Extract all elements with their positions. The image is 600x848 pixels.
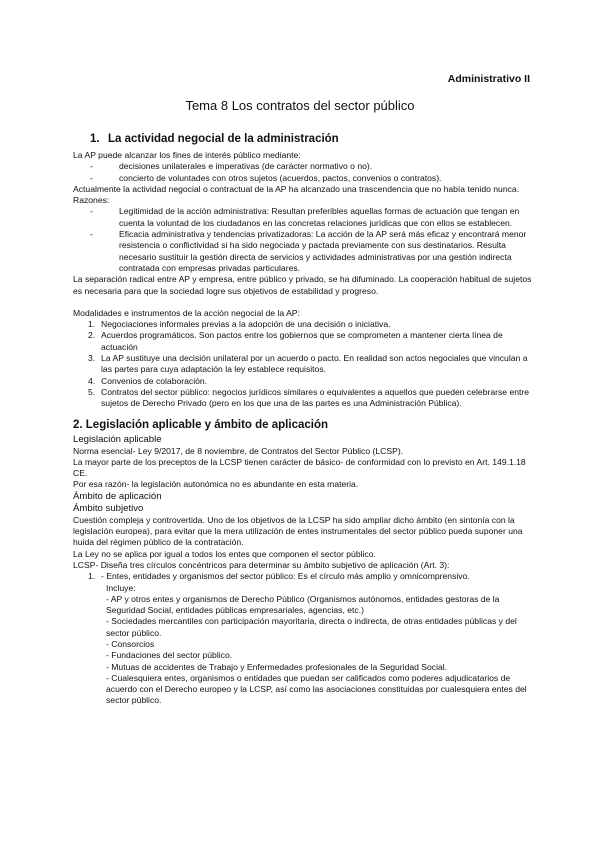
list-item: 3. La AP sustituye una decisión unilateral por un acuerdo o pacto. En realidad son actos negociales que vinculan a las partes para cuya adaptación la ley establece requisitos. (88, 353, 528, 375)
circle-line: Incluye: (106, 582, 136, 593)
list-item: 1. Negociaciones informales previas a la adopción de una decisión o iniciativa. (88, 319, 391, 330)
ambito-subheading: Ámbito de aplicación (73, 490, 162, 502)
modalities-list (73, 319, 535, 409)
list-item: - Legitimidad de la acción administrativa: Resultan preferibles aquellas formas de actuación que tengan en cuenta la voluntad de los ciudadanos en las concretas relaciones jurídicas que con ellos se establecen. (73, 206, 535, 229)
circle-line: - AP y otros entes y organismos de Derecho Público (Organismos autónomos, entidades gestoras de la Seguridad Social, entidades públicas empresariales, agencias, etc.) (106, 593, 500, 616)
section1-intro: La AP puede alcanzar los fines de interés público mediante: (73, 150, 301, 160)
document-body (73, 133, 535, 707)
circle-details (73, 583, 535, 707)
section1-heading (90, 133, 535, 146)
por-esa-paragraph: Por esa razón- la legislación autonómica no es abundante en esta materia. (73, 479, 359, 490)
legislation-subheading: Legislación aplicable (73, 433, 162, 445)
reasons-list (73, 206, 535, 274)
list-item: - decisiones unilaterales e imperativas (de carácter normativo o no). (73, 161, 535, 172)
modalities-intro: Modalidades e instrumentos de la acción negocial de la AP: (73, 307, 300, 318)
circles-list (73, 571, 535, 582)
circle-line: - Consorcios (106, 638, 155, 649)
section1-number: 1. (90, 133, 100, 145)
document-title: Tema 8 Los contratos del sector público (185, 98, 415, 113)
section2-heading: 2. Legislación aplicable y ámbito de aplicación (73, 418, 328, 431)
list-item: 4. Convenios de colaboración. (88, 375, 208, 386)
lcsp-paragraph: LCSP- Diseña tres círculos concéntricos para determinar su ámbito subjetivo de aplicación (Art. 3): (73, 559, 450, 570)
cuestion-paragraph: Cuestión compleja y controvertida. Uno de los objetivos de la LCSP ha sido ampliar dicho ámbito (en sintonía con la legislación europea), para evitar que la mera utilización de entes instrumentales del sector público pueda suponer una huida del régimen público de la contratación. (73, 514, 523, 548)
circle-line: - Sociedades mercantiles con participación mayoritaria, directa o indirecta, de otras entidades públicas y del sector público. (106, 616, 517, 638)
list-item: - Eficacia administrativa y tendencias privatizadoras: La acción de la AP será más eficaz y encontrará menor resistencia o conflictividad si ha sido negociada y pactada previamente con sus destinatarios. Resulta necesario sustituir la gestión directa de servicios y actividades administrativas por una gestión indirecta contratada con empresas privadas particulares. (73, 229, 535, 274)
mayor-parte-paragraph: La mayor parte de los preceptos de la LCSP tienen carácter de básico- de conformidad con lo previsto en Art. 149.1.18 CE. (73, 456, 526, 479)
la-ley-paragraph: La Ley no se aplica por igual a todos los entes que componen el sector público. (73, 548, 376, 559)
circle-line: - Fundaciones del sector público. (106, 650, 233, 661)
means-list (73, 161, 535, 184)
list-item: 1. - Entes, entidades y organismos del sector público: Es el círculo más amplio y omnicomprensivo. (88, 571, 470, 582)
circle-line: - Mutuas de accidentes de Trabajo y Enfermedades profesionales de la Seguridad Social. (106, 661, 448, 672)
list-item: 5. Contratos del sector público: negocios jurídicos similares o equivalentes a aquellos que pueden celebrarse entre sujetos de Derecho Privado (pero en los que una de las partes es una Administración Pública). (88, 386, 530, 409)
section1-title: La actividad negocial de la administración (108, 133, 339, 145)
trend-paragraph: Actualmente la actividad negocial o contractual de la AP ha alcanzado una trascendencia que no había tenido nunca. Razones: (73, 183, 520, 206)
ambito-subjetivo-subheading: Ámbito subjetivo (73, 502, 144, 514)
course-header: Administrativo II (447, 73, 530, 85)
list-item: - concierto de voluntades con otros sujetos (acuerdos, pactos, convenios o contratos). (73, 173, 535, 184)
list-item: 2. Acuerdos programáticos. Son pactos entre los gobiernos que se comprometen a mantener cierta línea de actuación (88, 330, 503, 352)
circle-line: - Cualesquiera entes, organismos o entidades que puedan ser calificados como poderes adjudicatarios de acuerdo con el Derecho europeo y la LCSP, así como las asociaciones constituidas por cualesquiera entes del sector público. (106, 672, 527, 706)
norma-paragraph: Norma esencial- Ley 9/2017, de 8 noviembre, de Contratos del Sector Público (LCSP). (73, 445, 404, 456)
separation-paragraph: La separación radical entre AP y empresa, entre público y privado, se ha difuminado. La cooperación habitual de sujetos es necesaria para que la sociedad logre sus objetivos de estabilidad y progreso. (73, 274, 532, 296)
